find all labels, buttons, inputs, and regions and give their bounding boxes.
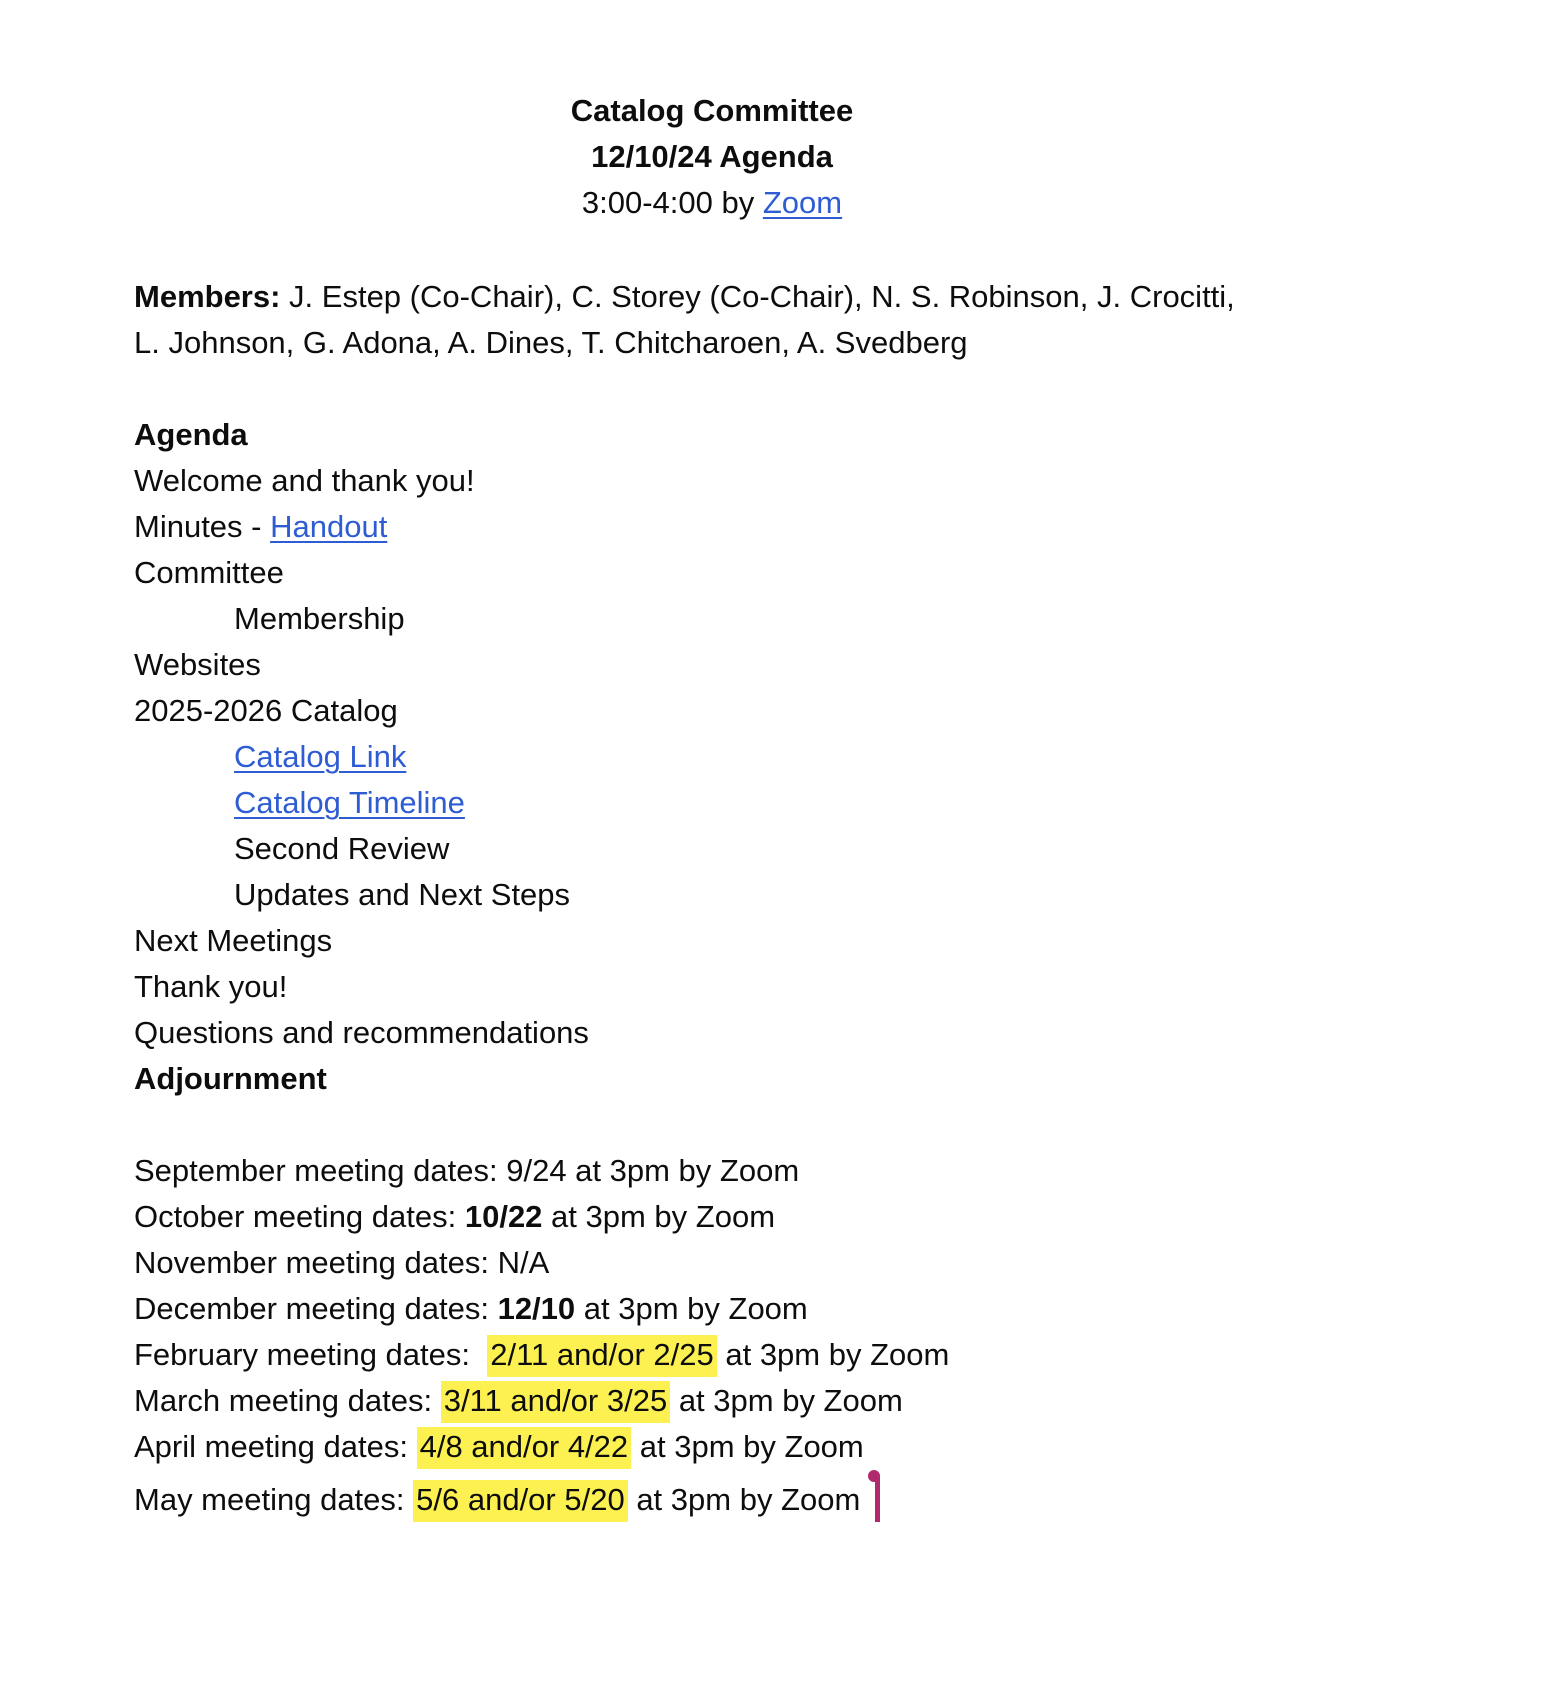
agenda-line-committee: Committee [134,555,284,590]
agenda-line-catalog-timeline [134,780,1528,826]
document-title-block [134,88,1290,226]
september-prefix: September meeting dates: [134,1153,507,1188]
agenda-line-thank-you: Thank you! [134,969,288,1004]
agenda-section [134,412,1528,1102]
title-line-3 [134,180,1290,226]
minutes-label: Minutes - [134,509,271,544]
meeting-line-september [134,1148,1528,1194]
members-names-1: J. Estep (Co-Chair), C. Storey (Co-Chair), N. S. Robinson, J. Crocitti, [280,279,1235,314]
members-label: Members: [134,279,281,314]
meeting-line-november [134,1240,1528,1286]
catalog-link[interactable]: Catalog Link [234,739,407,774]
agenda-line-updates: Updates and Next Steps [234,877,571,912]
members-line-1 [134,274,1314,320]
agenda-line-catalog-link [134,734,1528,780]
zoom-meeting-link[interactable]: Zoom [762,185,843,220]
october-prefix: October meeting dates: [134,1199,465,1234]
agenda-heading: Agenda [134,417,248,452]
march-suffix: at 3pm by Zoom [670,1383,903,1418]
february-suffix: at 3pm by Zoom [716,1337,950,1372]
agenda-line-questions: Questions and recommendations [134,1015,589,1050]
cursor-bar [875,1475,880,1522]
agenda-line-catalog-2025: 2025-2026 Catalog [134,693,398,728]
april-suffix: at 3pm by Zoom [631,1429,864,1464]
meeting-line-march [134,1378,1528,1424]
november-date: N/A [497,1245,550,1280]
catalog-timeline-link[interactable]: Catalog Timeline [234,785,465,820]
title-line-1: Catalog Committee [570,93,854,128]
members-section [134,274,1314,366]
may-prefix: May meeting dates: [134,1482,414,1517]
april-prefix: April meeting dates: [134,1429,417,1464]
may-highlighted-dates: 5/6 and/or 5/20 [413,1480,628,1522]
november-prefix: November meeting dates: [134,1245,498,1280]
december-prefix: December meeting dates: [134,1291,498,1326]
agenda-line-adjournment: Adjournment [134,1061,327,1096]
march-highlighted-dates: 3/11 and/or 3/25 [441,1381,671,1423]
december-date: 12/10 [497,1291,576,1326]
agenda-line-next-meetings: Next Meetings [134,923,333,958]
agenda-line-welcome: Welcome and thank you! [134,463,475,498]
meeting-dates-section [134,1148,1528,1523]
meeting-line-december [134,1286,1528,1332]
agenda-line-websites: Websites [134,647,261,682]
members-line-2 [134,320,1314,366]
february-prefix: February meeting dates: [134,1337,488,1372]
agenda-line-membership: Membership [234,601,405,636]
april-highlighted-dates: 4/8 and/or 4/22 [417,1427,632,1469]
meeting-line-may [134,1470,1528,1523]
february-highlighted-dates: 2/11 and/or 2/25 [487,1335,717,1377]
october-date: 10/22 [464,1199,543,1234]
september-suffix: at 3pm by Zoom [566,1153,800,1188]
october-suffix: at 3pm by Zoom [542,1199,776,1234]
march-prefix: March meeting dates: [134,1383,441,1418]
handout-link[interactable]: Handout [270,509,388,544]
agenda-line-minutes [134,504,1528,550]
meeting-line-february [134,1332,1528,1378]
meeting-line-april [134,1424,1528,1470]
december-suffix: at 3pm by Zoom [575,1291,808,1326]
members-names-2: L. Johnson, G. Adona, A. Dines, T. Chitcharoen, A. Svedberg [134,325,968,360]
agenda-line-second-review: Second Review [234,831,450,866]
meeting-line-october [134,1194,1528,1240]
september-date: 9/24 [506,1153,567,1188]
collaborator-text-cursor [872,1470,880,1522]
may-suffix: at 3pm by Zoom [627,1482,861,1517]
title-line-2: 12/10/24 Agenda [591,139,833,174]
title-time-text: 3:00-4:00 by [581,185,763,220]
